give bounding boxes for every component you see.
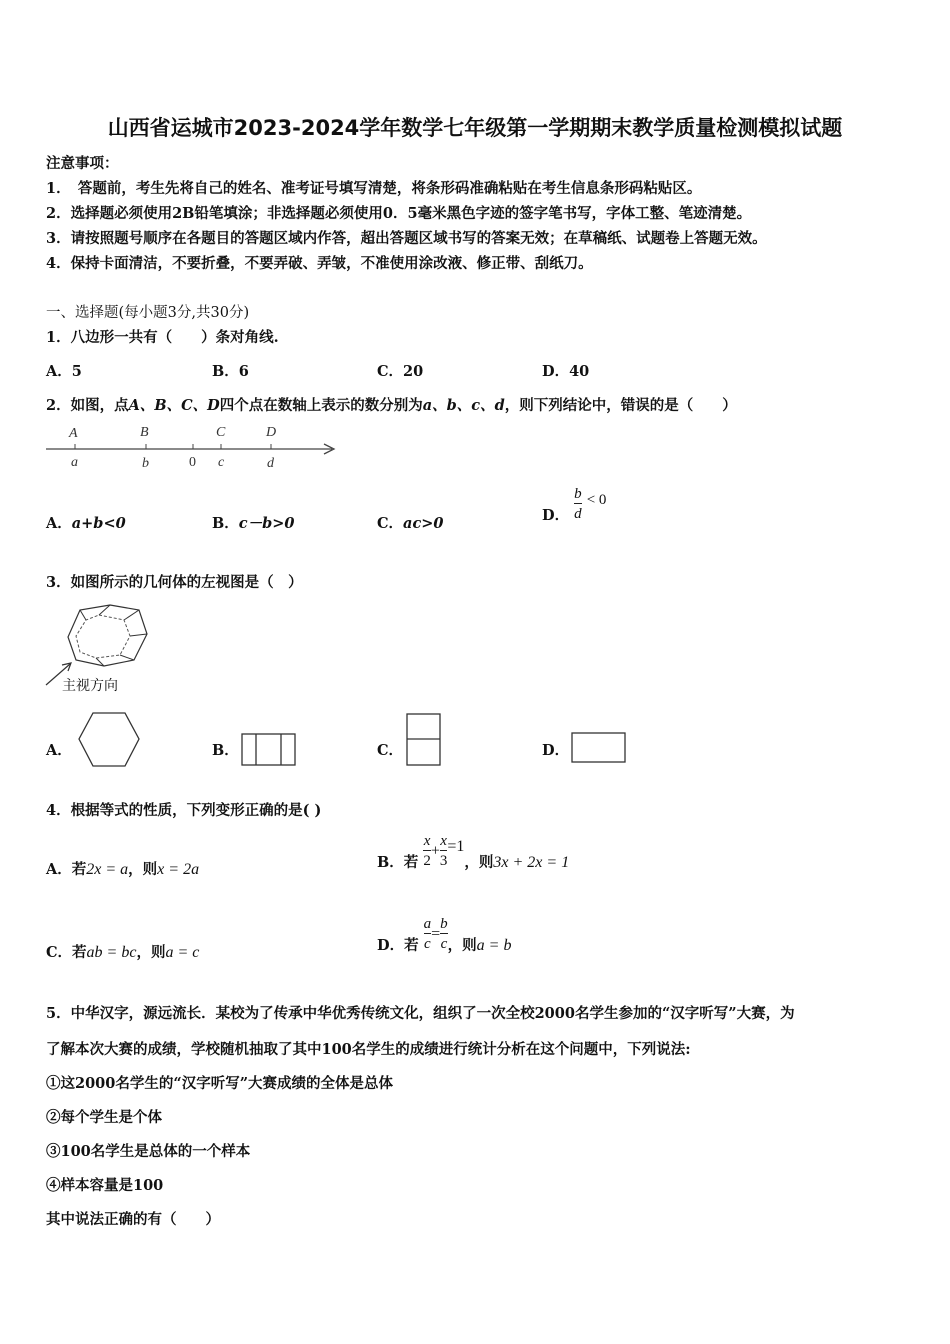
rectangle-icon	[571, 732, 627, 764]
point-d-label: D	[266, 425, 277, 440]
q2-stem-mid: 四个点在数轴上表示的数分别为	[219, 397, 423, 414]
fraction-numerator: x	[440, 833, 447, 849]
three-column-rectangle-icon	[241, 733, 297, 767]
q5-question-end: 其中说法正确的有（ ）	[46, 1211, 220, 1228]
q1-stem: 1．八边形一共有（ ）条对角线.	[46, 329, 279, 346]
q2-stem-points: A、B、C、D	[128, 397, 220, 414]
q4-option-d-then: ，则	[447, 937, 477, 955]
stacked-rectangle-icon	[406, 713, 442, 767]
fraction-numerator: a	[423, 916, 432, 932]
q2-stem-post: ，则下列结论中，错误的是（ ）	[504, 397, 737, 414]
q4-option-c-then: ，则	[136, 944, 166, 961]
q4-option-a-expr1: 2x = a	[86, 861, 129, 878]
note-item: 2．选择题必须使用2B铅笔填涂；非选择题必须使用0．5毫米黑色字迹的签字笔书写，字体工整、笔迹清楚。	[46, 205, 752, 222]
q5-line2: 了解本次大赛的成绩，学校随机抽取了其中100名学生的成绩进行统计分析在这个问题中，下列说法:	[46, 1041, 691, 1058]
note-item: 3．请按照题号顺序在各题目的答题区域内作答，超出答题区域书写的答案无效；在草稿纸、试题卷上答题无效。	[46, 230, 767, 247]
q4-option-d-expr2: a = b	[476, 937, 512, 955]
q5-statement-2: ②每个学生是个体	[46, 1109, 162, 1126]
q4-stem: 4．根据等式的性质，下列变形正确的是( )	[46, 802, 322, 819]
point-c-label: C	[216, 425, 226, 440]
fraction-b-over-d	[574, 486, 582, 523]
equals-sign: =	[431, 925, 441, 943]
q4-option-a-label: A．若	[46, 861, 87, 878]
q5-statement-4: ④样本容量是100	[46, 1177, 164, 1194]
q1-option-a: A．5	[46, 363, 82, 380]
notes-heading: 注意事项：	[46, 155, 119, 172]
zero-label: 0	[189, 455, 196, 470]
q2-option-d	[542, 486, 606, 523]
q2-option-a-expr: a+b<0	[71, 515, 126, 532]
q5-statement-1: ①这2000名学生的“汉字听写”大赛成绩的全体是总体	[46, 1075, 394, 1092]
q5-statement-3: ③100名学生是总体的一个样本	[46, 1143, 251, 1160]
q1-option-b: B．6	[212, 363, 249, 380]
value-a-label: a	[71, 455, 78, 470]
fraction-x-over-2	[423, 833, 431, 870]
q4-option-b-expr2: 3x + 2x = 1	[493, 854, 570, 872]
fraction-denominator: 2	[423, 853, 431, 869]
note-item: 1． 答题前，考生先将自己的姓名、准考证号填写清楚，将条形码准确粘贴在考生信息条形码粘贴区。	[46, 180, 702, 197]
q4-option-b	[377, 833, 569, 870]
q2-stem	[46, 394, 737, 415]
q4-option-a-then: ，则	[128, 861, 158, 878]
q1-option-c: C．20	[377, 363, 424, 380]
q5-line1: 5．中华汉字，源远流长．某校为了传承中华优秀传统文化，组织了一次全校2000名学生参加的“汉字听写”大赛，为	[46, 1005, 795, 1022]
q3-option-b: B．	[212, 742, 239, 759]
fraction-numerator: x	[423, 833, 431, 849]
value-d-label: d	[267, 456, 274, 471]
q4-option-a-expr2: x = 2a	[157, 861, 200, 878]
q2-option-a-label: A．	[46, 515, 72, 532]
fraction-denominator: 3	[439, 853, 448, 869]
q4-option-a	[46, 858, 199, 879]
q4-option-d-label: D．若	[377, 937, 419, 955]
q4-option-d	[377, 916, 511, 953]
fraction-numerator: b	[574, 486, 582, 502]
q2-option-c	[377, 512, 444, 533]
fraction-denominator: d	[574, 506, 582, 522]
q4-option-c	[46, 941, 199, 962]
section-heading: 一、选择题(每小题3分,共30分)	[46, 305, 250, 321]
q3-stem: 3．如图所示的几何体的左视图是（ ）	[46, 574, 303, 591]
q2-option-c-expr: ac>0	[403, 515, 444, 532]
q2-option-d-label: D．	[542, 507, 570, 525]
hexagon-icon	[77, 712, 141, 768]
q2-option-c-label: C．	[377, 515, 404, 532]
q2-option-b-label: B．	[212, 515, 239, 532]
q4-option-b-label: B．若	[377, 854, 419, 872]
q3-option-c: C．	[377, 742, 404, 759]
q4-option-c-expr1: ab = bc	[86, 944, 137, 961]
q2-option-a	[46, 512, 126, 533]
fraction-denominator: c	[424, 936, 431, 952]
value-c-label: c	[218, 455, 225, 470]
q2-stem-pre: 2．如图，点	[46, 397, 129, 414]
point-a-label: A	[69, 426, 78, 441]
q4-option-c-expr2: a = c	[165, 944, 200, 961]
point-b-label: B	[140, 425, 149, 440]
page-title: 山西省运城市2023-2024学年数学七年级第一学期期末教学质量检测模拟试题	[107, 116, 843, 140]
number-line-figure	[44, 420, 344, 475]
note-item: 4．保持卡面清洁，不要折叠，不要弄破、弄皱，不准使用涂改液、修正带、刮纸刀。	[46, 255, 593, 272]
q2-option-b	[212, 512, 294, 533]
q3-option-a: A．	[46, 742, 72, 759]
q2-option-b-expr: c－b>0	[238, 515, 295, 532]
fraction-denominator: c	[440, 936, 448, 952]
q4-option-c-label: C．若	[46, 944, 87, 961]
fraction-numerator: b	[440, 916, 448, 932]
q1-option-d: D．40	[542, 363, 590, 380]
equals-one: =1	[447, 838, 465, 856]
q2-stem-vars: a、b、c、d	[422, 397, 505, 414]
q2-option-d-relation: < 0	[586, 492, 607, 509]
fraction-b-over-c	[440, 916, 448, 953]
value-b-label: b	[142, 456, 149, 471]
q3-option-d: D．	[542, 742, 570, 759]
plus-sign: +	[430, 842, 440, 860]
view-direction-label: 主视方向	[62, 678, 118, 694]
q4-option-b-then: ，则	[464, 854, 494, 872]
